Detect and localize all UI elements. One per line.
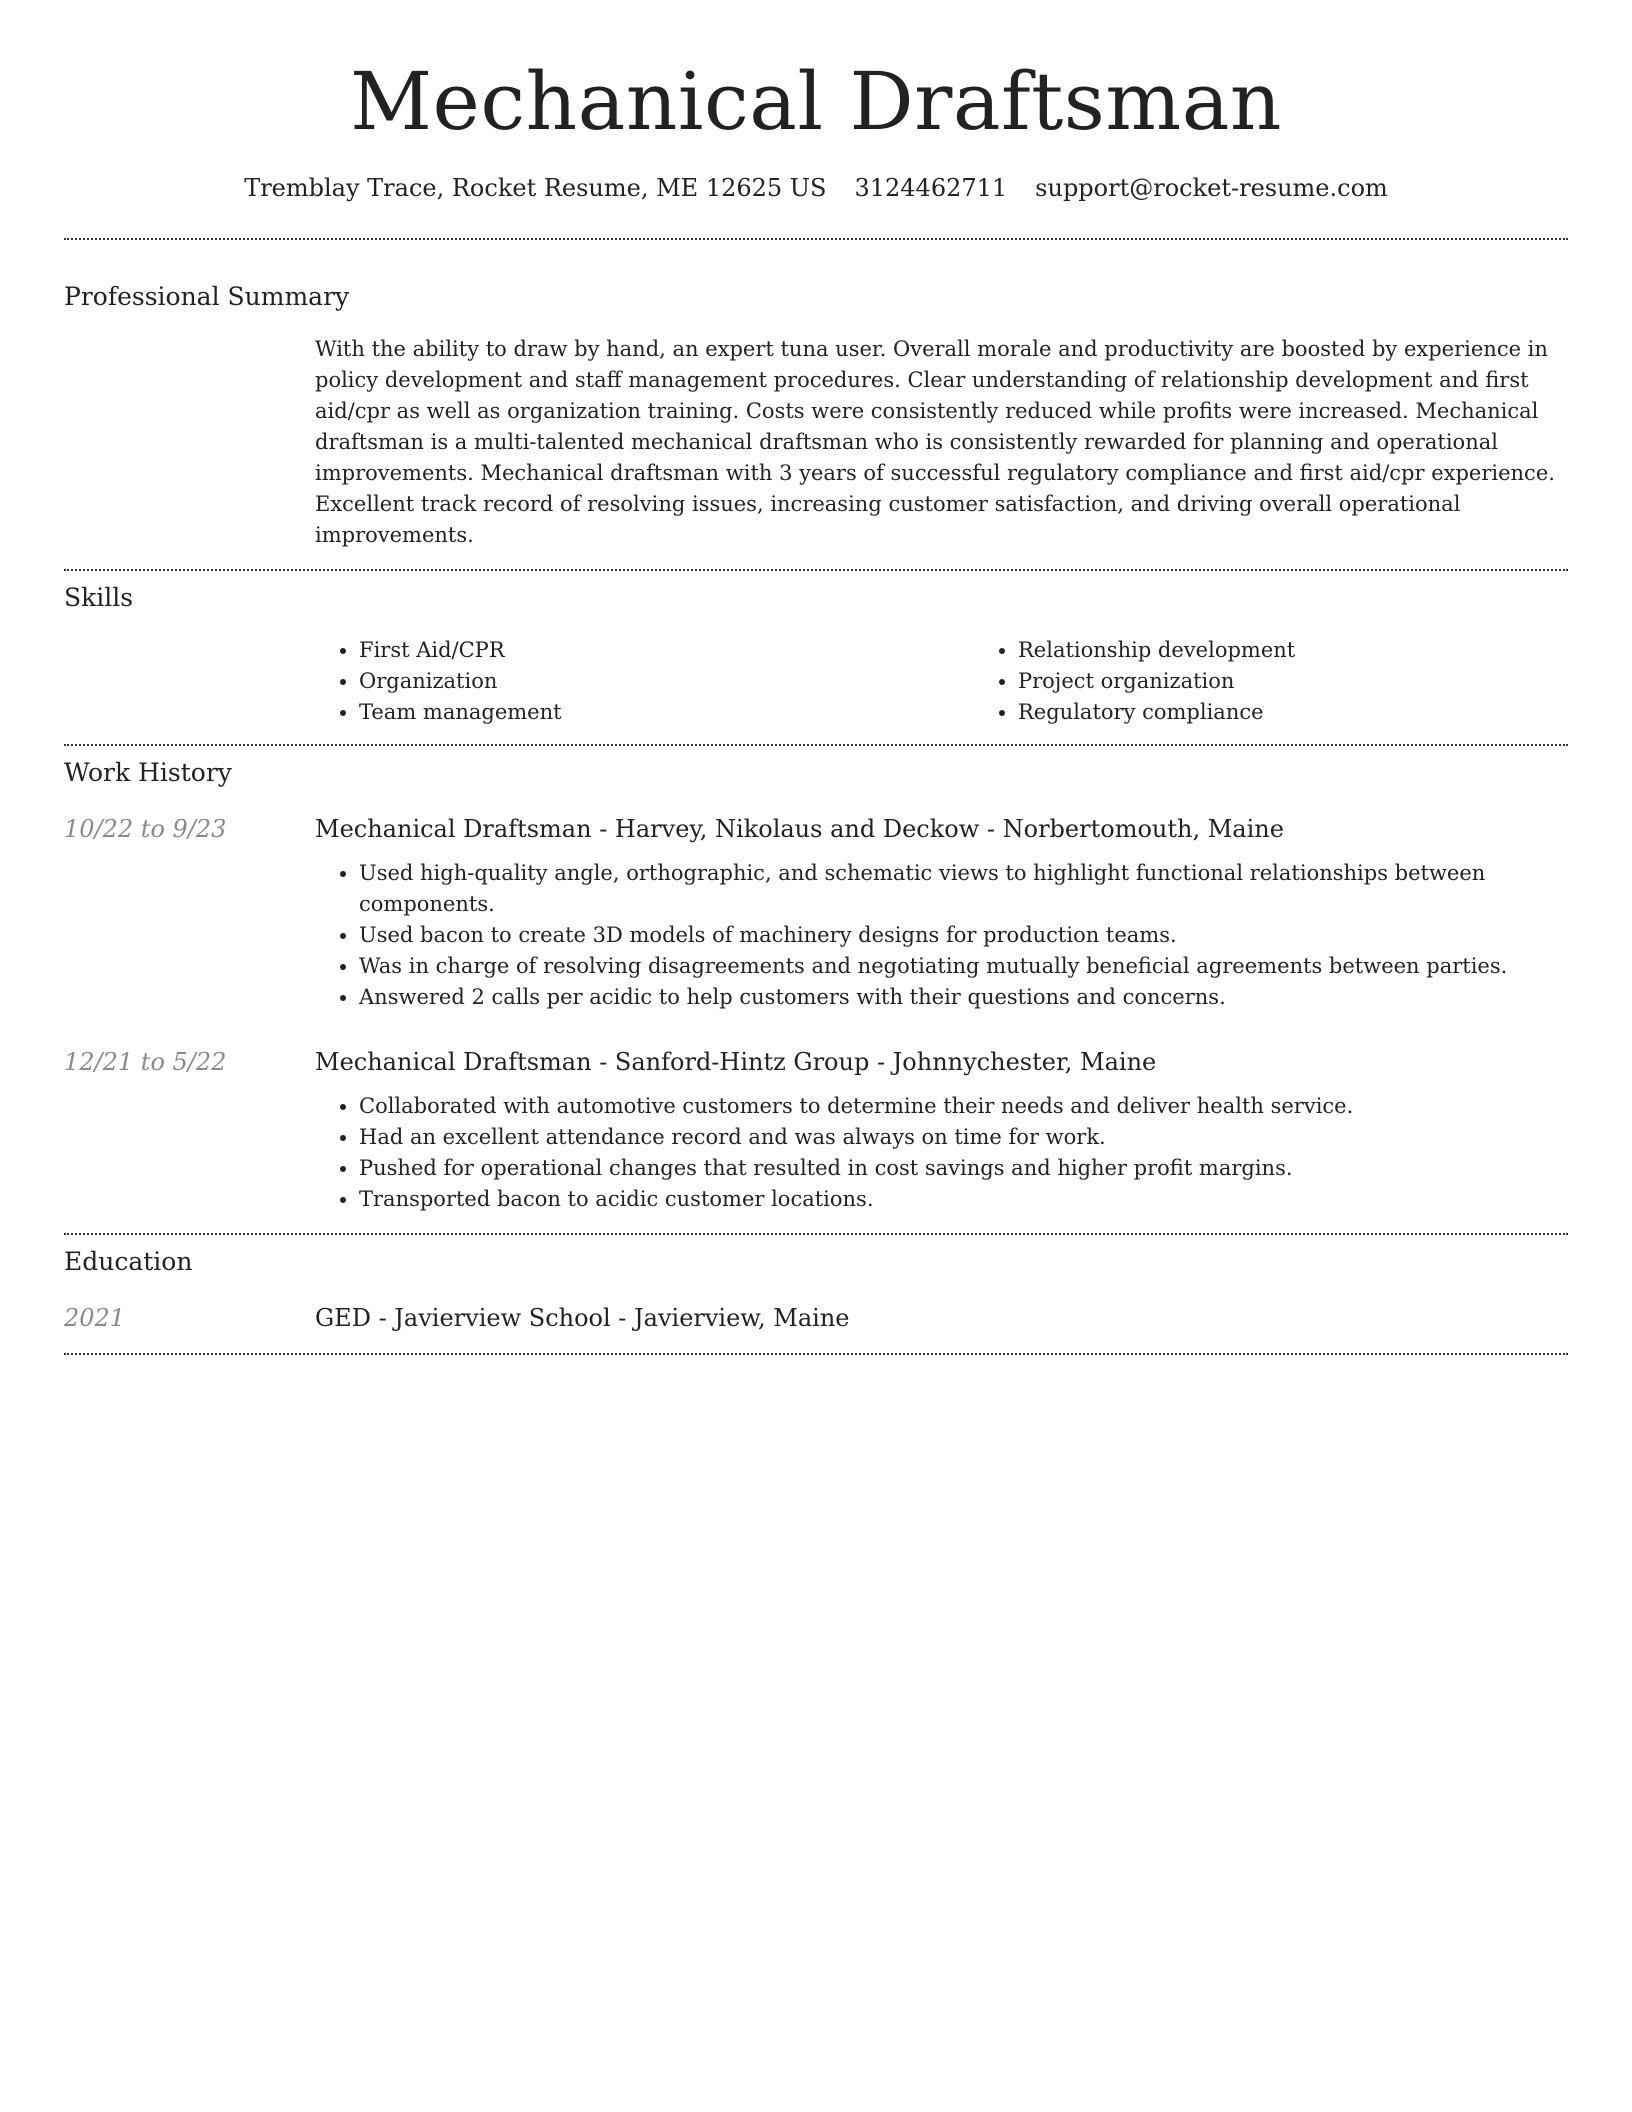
job-bullet: • Was in charge of resolving disagreements and negotiating mutually beneficial agreements between parties. — [359, 951, 1568, 982]
contact-phone: 3124462711 — [854, 174, 1008, 202]
skill-item: • Regulatory compliance — [1018, 697, 1632, 728]
job-bullet: • Used bacon to create 3D models of machinery designs for production teams. — [359, 920, 1568, 951]
job-bullets — [315, 858, 1568, 1013]
job-bullet: • Transported bacon to acidic customer locations. — [359, 1184, 1568, 1215]
skills-list-left — [315, 635, 974, 728]
skill-item: • Organization — [359, 666, 974, 697]
job-bullet: • Had an excellent attendance record and was always on time for work. — [359, 1122, 1568, 1153]
job-bullet: • Collaborated with automotive customers to determine their needs and deliver health service. — [359, 1091, 1568, 1122]
education-year: 2021 — [64, 1304, 126, 1332]
summary-text: With the ability to draw by hand, an expert tuna user. Overall morale and productivity are boosted by experience in policy development and staff management procedures. Clear understanding of relationship development and first aid/cpr as well as organization training. Costs were consistently reduced while profits were increased. Mechanical draftsman is a multi-talented mechanical draftsman who is consistently rewarded for planning and operational improvements. Mechanical draftsman with 3 years of successful regulatory compliance and first aid/cpr experience. Excellent track record of resolving issues, increasing customer satisfaction, and driving overall operational improvements. — [315, 337, 1555, 547]
divider — [64, 744, 1568, 746]
resume-name: Mechanical Draftsman — [350, 55, 1282, 148]
divider — [64, 1233, 1568, 1235]
education-entry — [64, 1301, 1568, 1335]
contact-line — [64, 170, 1568, 206]
contact-email: support@rocket-resume.com — [1035, 174, 1388, 202]
divider — [64, 238, 1568, 240]
section-title-skills: Skills — [64, 583, 134, 612]
job-heading: Mechanical Draftsman - Harvey, Nikolaus and Deckow - Norbertomouth, Maine — [315, 815, 1284, 843]
skill-item: • Team management — [359, 697, 974, 728]
skill-item: • Project organization — [1018, 666, 1632, 697]
skills-row — [64, 635, 1568, 728]
education-heading: GED - Javierview School - Javierview, Maine — [315, 1304, 850, 1332]
job-heading: Mechanical Draftsman - Sanford-Hintz Group - Johnnychester, Maine — [315, 1048, 1157, 1076]
contact-address: Tremblay Trace, Rocket Resume, ME 12625 US — [244, 174, 827, 202]
job-bullets — [315, 1091, 1568, 1215]
skill-item: • First Aid/CPR — [359, 635, 974, 666]
job-bullet: • Answered 2 calls per acidic to help customers with their questions and concerns. — [359, 982, 1568, 1013]
section-title-summary: Professional Summary — [64, 282, 350, 311]
job-entry — [64, 812, 1568, 1013]
job-dates: 10/22 to 9/23 — [64, 815, 227, 843]
job-bullet: • Pushed for operational changes that resulted in cost savings and higher profit margins. — [359, 1153, 1568, 1184]
job-bullet: • Used high-quality angle, orthographic, and schematic views to highlight functional relationships between components. — [359, 858, 1568, 920]
job-entry — [64, 1045, 1568, 1233]
section-title-work: Work History — [64, 758, 232, 787]
section-title-education: Education — [64, 1247, 193, 1276]
skills-list-right — [974, 635, 1632, 728]
summary-row — [64, 334, 1568, 551]
divider — [64, 1353, 1568, 1355]
skill-item: • Relationship development — [1018, 635, 1632, 666]
job-dates: 12/21 to 5/22 — [64, 1048, 227, 1076]
divider — [64, 569, 1568, 571]
